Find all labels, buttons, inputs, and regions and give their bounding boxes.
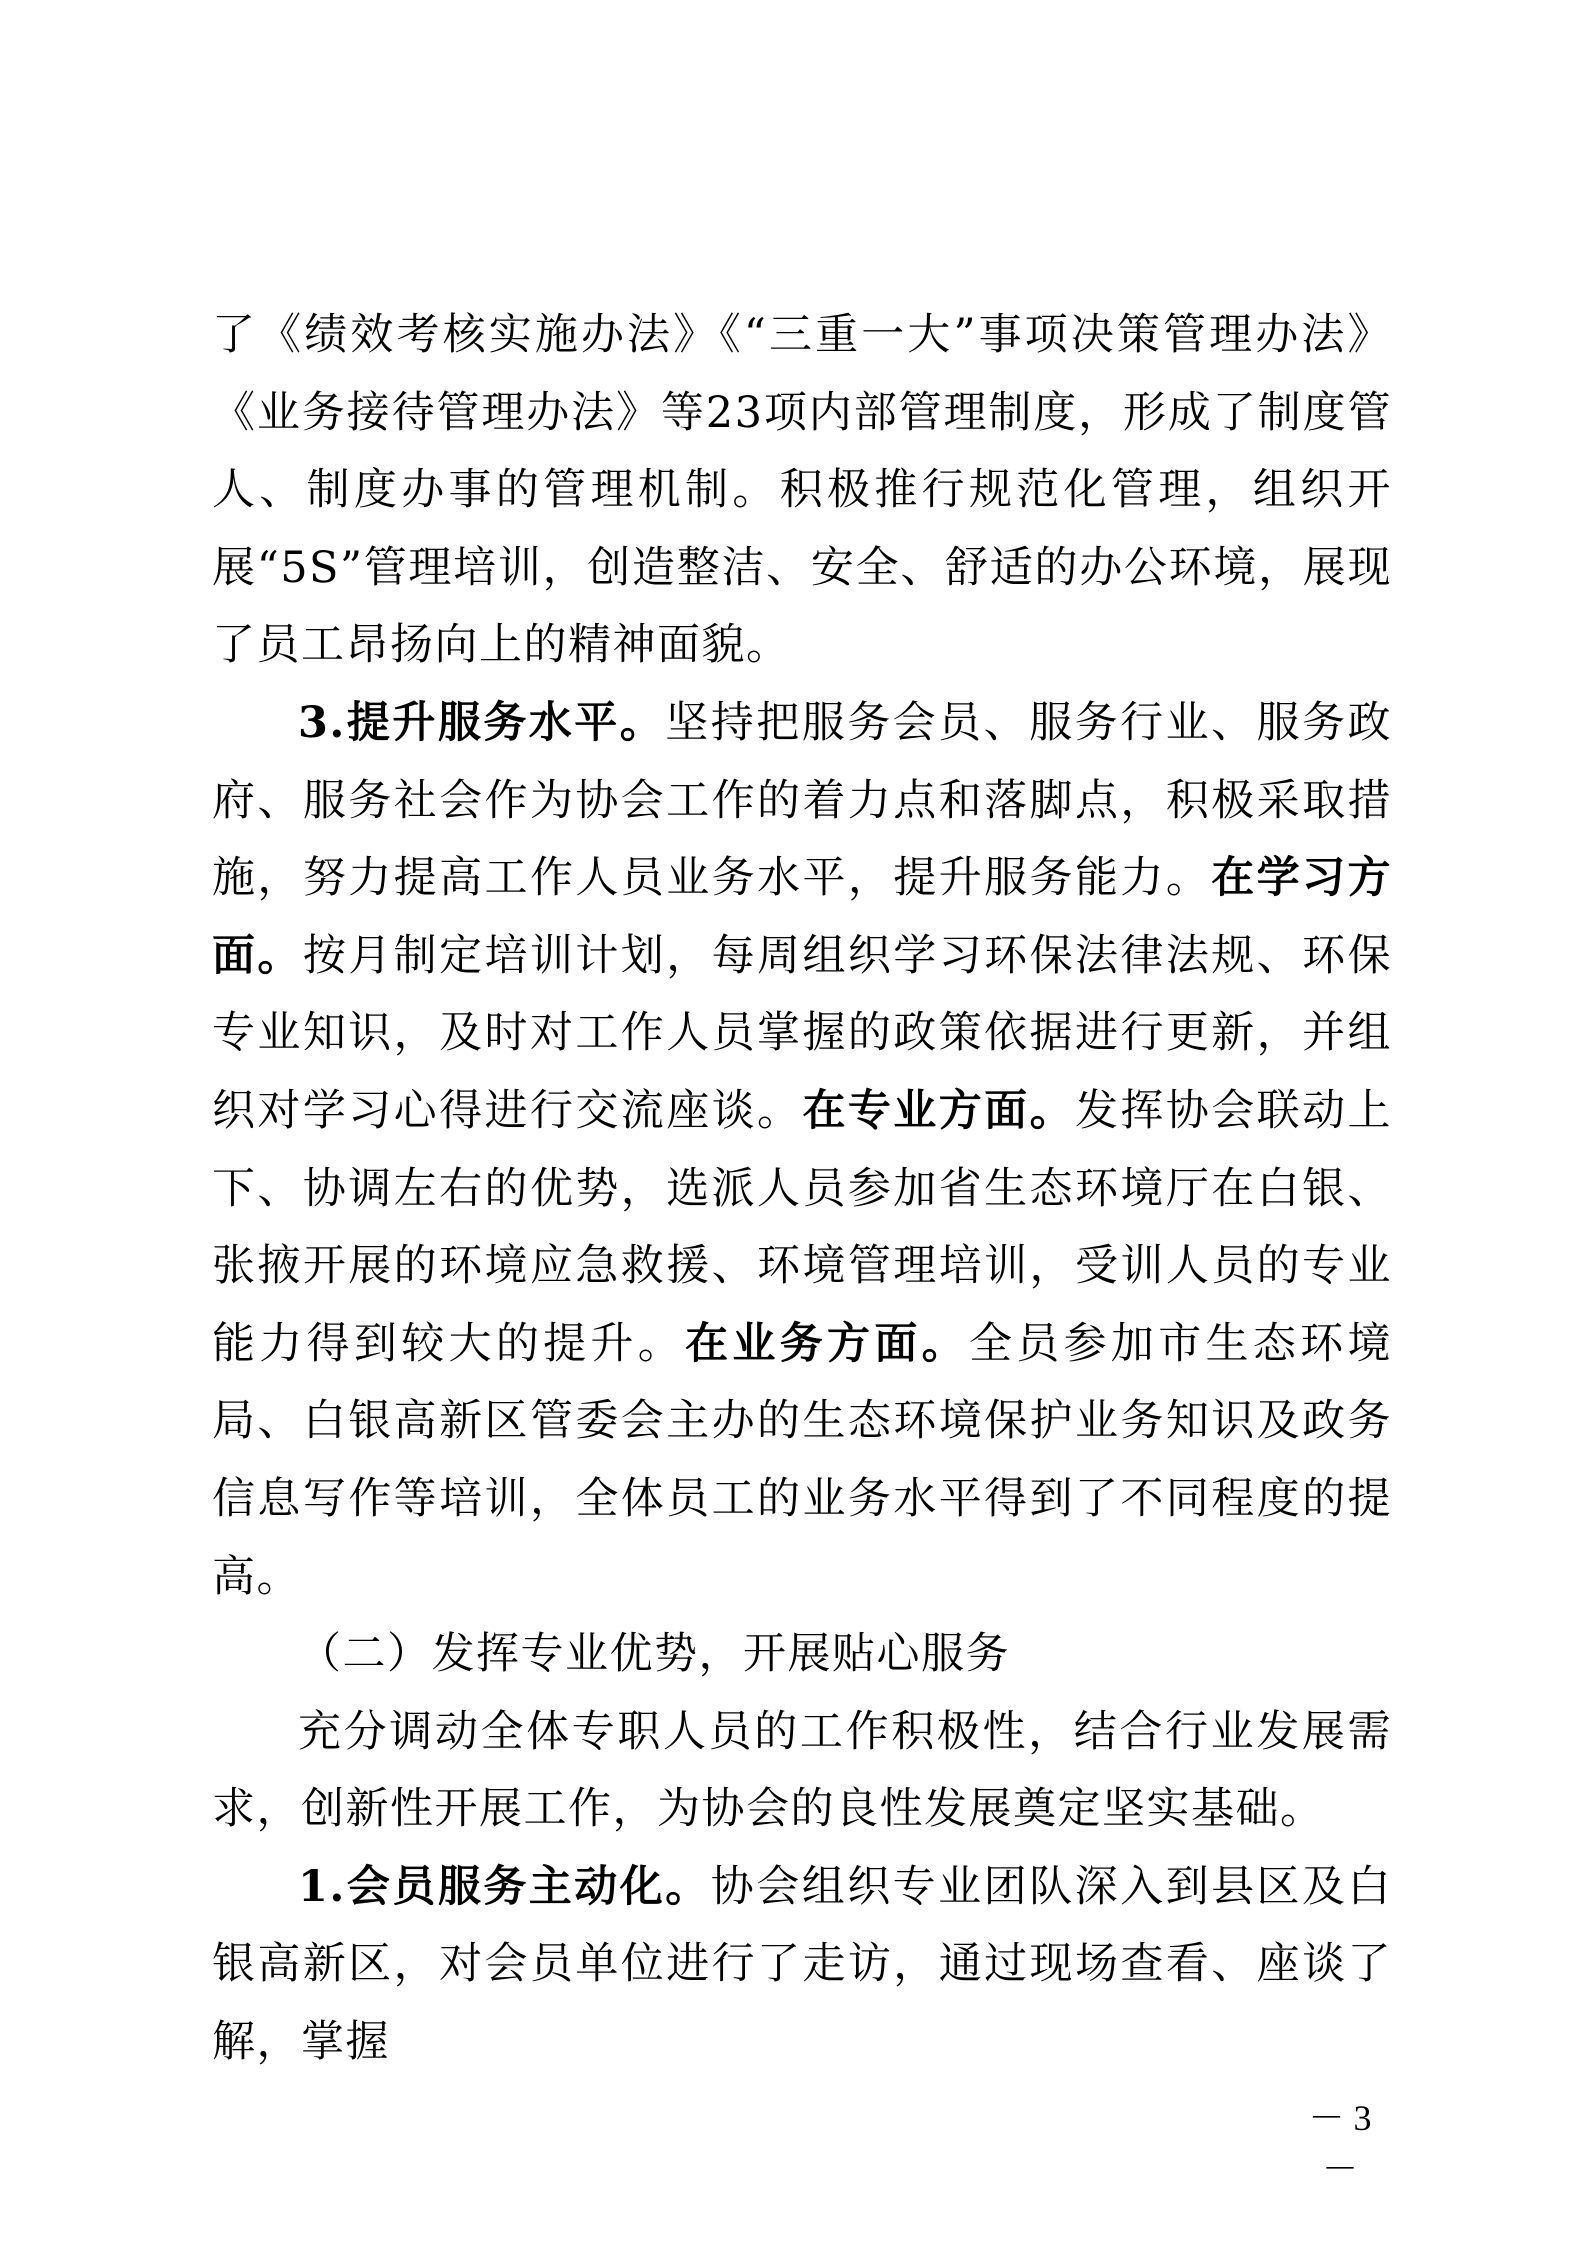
document-body xyxy=(212,297,1392,2082)
paragraph-text: 了《绩效考核实施办法》《“三重一大”事项决策管理办法》《业务接待管理办法》等23项内部管理制度，形成了制度管人、制度办事的管理机制。积极推行规范化管理，组织开展“5S”管理培训，创造整洁、安全、舒适的办公环境，展现了员工昂扬向上的精神面貌。 xyxy=(212,310,1392,671)
section-heading: （二）发挥专业优势，开展贴心服务 xyxy=(298,1629,1010,1680)
page-number: － 3 － xyxy=(1308,2098,1372,2189)
paragraph-text: 坚持把服务会员、服务行业、服务政府、服务社会作为协会工作的着力点和落脚点，积极采取措施，努力提高工作人员业务水平，提升服务能力。 xyxy=(212,697,1393,904)
subheading-business: 在业务方面。 xyxy=(685,1318,969,1369)
subheading-learning: 在学习方面。 xyxy=(212,853,1393,981)
paragraph-text: 协会组织专业团队深入到县区及白银高新区，对会员单位进行了走访，通过现场查看、座谈了解，掌握 xyxy=(212,1861,1393,2068)
paragraph-management-rules xyxy=(212,297,1392,685)
paragraph-service-level xyxy=(212,685,1392,1616)
paragraph-member-service xyxy=(212,1849,1392,2082)
subheading-professional: 在专业方面。 xyxy=(802,1085,1075,1136)
paragraph-text: 发挥协会联动上下、协调左右的优势，选派人员参加省生态环境厅在白银、张掖开展的环境应急救援、环境管理培训，受训人员的专业能力得到较大的提升。 xyxy=(212,1085,1393,1369)
paragraph-text: 全员参加市生态环境局、白银高新区管委会主办的生态环境保护业务知识及政务信息写作等培训，全体员工的业务水平得到了不同程度的提高。 xyxy=(212,1318,1392,1602)
paragraph-lead-heading: 1.会员服务主动化。 xyxy=(298,1861,711,1912)
paragraph-text: 按月制定培训计划，每周组织学习环保法律法规、环保专业知识，及时对工作人员掌握的政策依据进行更新，并组织对学习心得进行交流座谈。 xyxy=(212,930,1393,1136)
paragraph-lead-heading: 3.提升服务水平。 xyxy=(298,697,666,748)
paragraph-mobilize-staff xyxy=(212,1694,1392,1849)
paragraph-text: 充分调动全体专职人员的工作积极性，结合行业发展需求，创新性开展工作，为协会的良性发展奠定坚实基础。 xyxy=(212,1706,1392,1835)
